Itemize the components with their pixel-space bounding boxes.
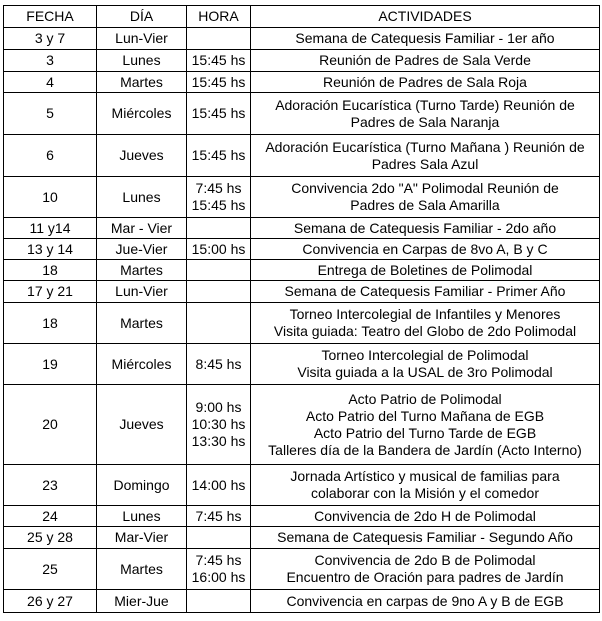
cell-fecha: 25 y 28 [4,527,97,549]
header-fecha: FECHA [4,6,97,28]
table-row [4,344,600,385]
table-row [4,506,600,527]
cell-fecha: 26 y 27 [4,590,97,613]
table-row [4,590,600,613]
table-row [4,303,600,344]
cell-fecha: 18 [4,260,97,281]
cell-actividad: Semana de Catequesis Familiar - Primer Año [251,281,600,303]
cell-hora: 9:00 hs 10:30 hs 13:30 hs [187,385,251,465]
cell-actividad: Convivencia de 2do B de Polimodal Encuentro de Oración para padres de Jardín [251,549,600,590]
cell-dia: Jue-Vier [97,239,187,260]
table-row [4,239,600,260]
table-row [4,50,600,72]
table-row [4,28,600,50]
header-row [4,6,600,28]
cell-actividad: Acto Patrio de Polimodal Acto Patrio del Turno Mañana de EGB Acto Patrio del Turno Tarde de EGB Talleres día de la Bandera de Jardín (Acto Interno) [251,385,600,465]
table-row [4,218,600,239]
cell-fecha: 4 [4,72,97,93]
cell-fecha: 23 [4,465,97,506]
cell-dia: Jueves [97,385,187,465]
activities-table [3,5,600,613]
cell-dia: Martes [97,303,187,344]
cell-hora: 14:00 hs [187,465,251,506]
cell-hora: 15:45 hs [187,93,251,135]
cell-hora [187,527,251,549]
cell-fecha: 3 [4,50,97,72]
cell-hora [187,281,251,303]
cell-actividad: Reunión de Padres de Sala Roja [251,72,600,93]
cell-dia: Martes [97,72,187,93]
cell-fecha: 17 y 21 [4,281,97,303]
table-row [4,465,600,506]
cell-actividad: Convivencia 2do "A" Polimodal Reunión de Padres de Sala Amarilla [251,177,600,218]
cell-dia: Lunes [97,506,187,527]
cell-hora: 7:45 hs 16:00 hs [187,549,251,590]
cell-actividad: Convivencia de 2do H de Polimodal [251,506,600,527]
header-dia: DÍA [97,6,187,28]
cell-fecha: 11 y14 [4,218,97,239]
cell-actividad: Reunión de Padres de Sala Verde [251,50,600,72]
cell-fecha: 13 y 14 [4,239,97,260]
table-row [4,93,600,135]
cell-fecha: 19 [4,344,97,385]
cell-actividad: Semana de Catequesis Familiar - 2do año [251,218,600,239]
cell-dia: Lunes [97,177,187,218]
cell-hora: 8:45 hs [187,344,251,385]
cell-fecha: 10 [4,177,97,218]
cell-dia: Lun-Vier [97,281,187,303]
cell-hora [187,218,251,239]
table-row [4,549,600,590]
cell-dia: Miércoles [97,93,187,135]
cell-actividad: Convivencia en Carpas de 8vo A, B y C [251,239,600,260]
cell-hora [187,590,251,613]
cell-fecha: 3 y 7 [4,28,97,50]
cell-hora: 7:45 hs 15:45 hs [187,177,251,218]
table-row [4,72,600,93]
cell-hora: 7:45 hs [187,506,251,527]
cell-dia: Domingo [97,465,187,506]
cell-actividad: Convivencia en carpas de 9no A y B de EGB [251,590,600,613]
cell-hora: 15:00 hs [187,239,251,260]
cell-fecha: 24 [4,506,97,527]
header-hora: HORA [187,6,251,28]
cell-hora [187,303,251,344]
table-row [4,177,600,218]
cell-hora: 15:45 hs [187,50,251,72]
cell-fecha: 5 [4,93,97,135]
cell-hora [187,28,251,50]
table-body [4,28,600,613]
cell-dia: Lun-Vier [97,28,187,50]
cell-hora: 15:45 hs [187,72,251,93]
cell-fecha: 25 [4,549,97,590]
cell-dia: Mar-Vier [97,527,187,549]
cell-actividad: Entrega de Boletines de Polimodal [251,260,600,281]
cell-fecha: 18 [4,303,97,344]
table-row [4,281,600,303]
cell-dia: Mar - Vier [97,218,187,239]
cell-dia: Jueves [97,135,187,177]
cell-actividad: Semana de Catequesis Familiar - 1er año [251,28,600,50]
table-row [4,385,600,465]
header-actividades: ACTIVIDADES [251,6,600,28]
cell-fecha: 6 [4,135,97,177]
cell-dia: Lunes [97,50,187,72]
cell-hora: 15:45 hs [187,135,251,177]
table-row [4,260,600,281]
cell-actividad: Adoración Eucarística (Turno Mañana ) Reunión de Padres Sala Azul [251,135,600,177]
cell-dia: Martes [97,549,187,590]
cell-dia: Miércoles [97,344,187,385]
table-row [4,527,600,549]
cell-actividad: Torneo Intercolegial de Polimodal Visita guiada a la USAL de 3ro Polimodal [251,344,600,385]
table-row [4,135,600,177]
cell-actividad: Jornada Artístico y musical de familias para colaborar con la Misión y el comedor [251,465,600,506]
cell-actividad: Semana de Catequesis Familiar - Segundo Año [251,527,600,549]
cell-dia: Martes [97,260,187,281]
cell-actividad: Torneo Intercolegial de Infantiles y Menores Visita guiada: Teatro del Globo de 2do Polimodal [251,303,600,344]
cell-dia: Mier-Jue [97,590,187,613]
cell-hora [187,260,251,281]
cell-fecha: 20 [4,385,97,465]
cell-actividad: Adoración Eucarística (Turno Tarde) Reunión de Padres de Sala Naranja [251,93,600,135]
